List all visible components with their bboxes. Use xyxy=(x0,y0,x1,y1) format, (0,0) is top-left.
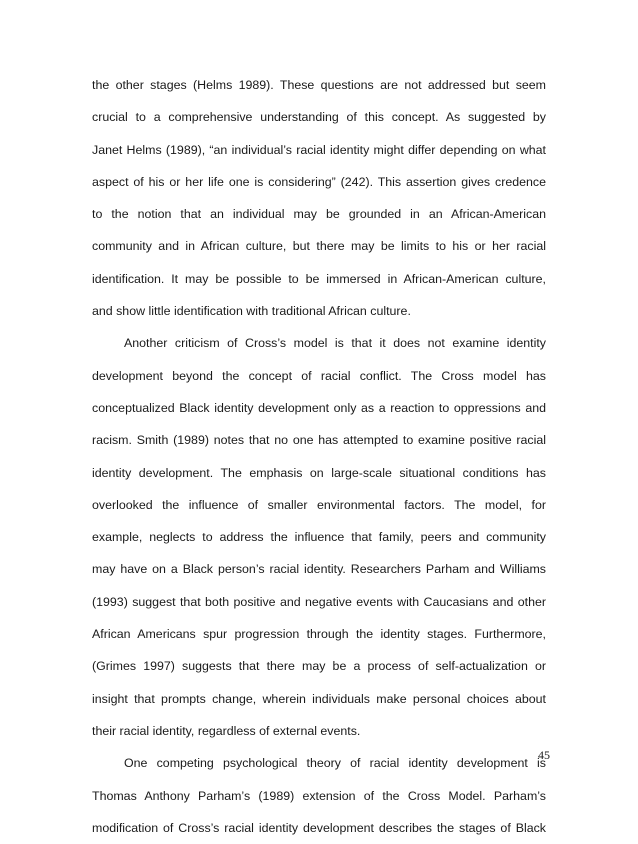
text-line: their racial identity, regardless of external events. xyxy=(92,723,361,738)
text-line: conceptualized Black identity development only as a reaction to oppressions and xyxy=(92,400,546,415)
text-line: racism. Smith (1989) notes that no one has attempted to examine positive racial xyxy=(92,433,546,448)
text-line: insight that prompts change, wherein individuals make personal choices about xyxy=(92,691,546,706)
text-line: modification of Cross’s racial identity development describes the stages of Black xyxy=(92,820,546,835)
text-line: Thomas Anthony Parham’s (1989) extension of the Cross Model. Parham’s xyxy=(92,788,546,803)
text-line: Another criticism of Cross’s model is that it does not examine identity xyxy=(124,336,546,351)
text-line: development beyond the concept of racial conflict. The Cross model has xyxy=(92,368,546,383)
page-number: 45 xyxy=(538,748,550,762)
text-line: crucial to a comprehensive understanding of this concept. As suggested by xyxy=(92,110,546,125)
text-line: the other stages (Helms 1989). These questions are not addressed but seem xyxy=(92,78,546,92)
text-line: (1993) suggest that both positive and negative events with Caucasians and other xyxy=(92,594,546,609)
text-line: to the notion that an individual may be grounded in an African-American xyxy=(92,207,546,222)
text-line: Janet Helms (1989), “an individual’s racial identity might differ depending on what xyxy=(92,142,546,157)
body-text xyxy=(92,69,546,844)
text-line: and show little identification with traditional African culture. xyxy=(92,304,411,319)
text-line: aspect of his or her life one is considering” (242). This assertion gives credence xyxy=(92,174,546,189)
text-line: African Americans spur progression through the identity stages. Furthermore, xyxy=(92,627,546,642)
text-line: One competing psychological theory of racial identity development is xyxy=(124,756,546,771)
text-line: (Grimes 1997) suggests that there may be a process of self-actualization or xyxy=(92,659,546,674)
text-line: example, neglects to address the influence that family, peers and community xyxy=(92,530,546,545)
text-line: identification. It may be possible to be immersed in African-American culture, xyxy=(92,271,546,286)
text-line: identity development. The emphasis on large-scale situational conditions has xyxy=(92,465,546,480)
text-line: community and in African culture, but there may be limits to his or her racial xyxy=(92,239,546,254)
text-line: overlooked the influence of smaller environmental factors. The model, for xyxy=(92,497,546,512)
text-line: may have on a Black person’s racial identity. Researchers Parham and Williams xyxy=(92,562,546,577)
